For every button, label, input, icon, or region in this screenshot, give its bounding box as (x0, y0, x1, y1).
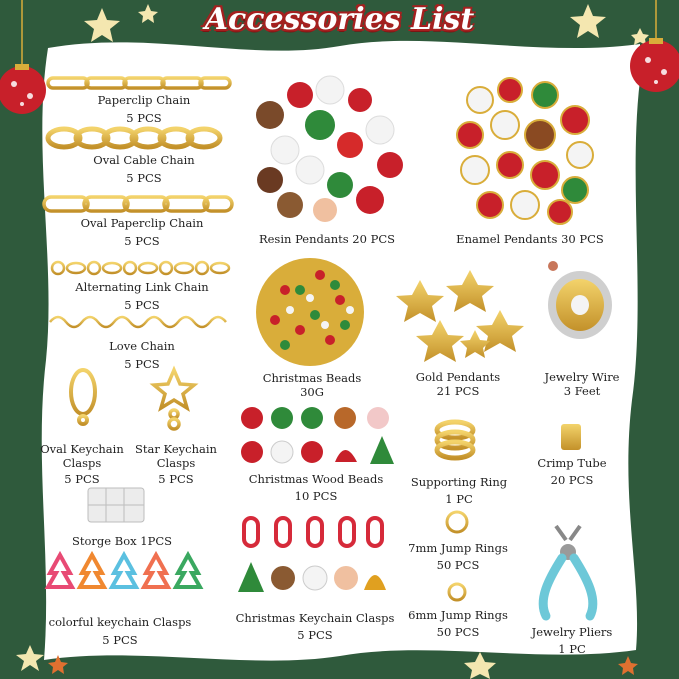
crimp-tube-label: Crimp Tube 20 PCS (537, 456, 607, 487)
love-chain-image (50, 317, 226, 327)
colorful-keychain-clasps-image (48, 555, 200, 587)
christmas-keychain-clasps-image (238, 518, 386, 592)
storage-box-label: Storge Box 1PCS (72, 534, 172, 548)
alternating-link-chain-label: Alternating Link Chain 5 PCS (75, 280, 209, 312)
resin-pendants-label: Resin Pendants 20 PCS (258, 232, 396, 246)
page-title: Accessories List (204, 2, 475, 37)
crimp-tube-image (561, 424, 581, 450)
paperclip-chain-label: Paperclip Chain 5 PCS (97, 93, 191, 125)
christmas-wood-beads-image (241, 407, 394, 464)
storage-box-image (88, 488, 144, 522)
star-keychain-clasp-image (154, 370, 194, 429)
supporting-ring-label: Supporting Ring 1 PC (410, 475, 508, 506)
oval-keychain-clasps-label: Oval Keychain Clasps 5 PCS (40, 442, 124, 486)
enamel-pendants-image (457, 78, 593, 224)
jewelry-wire-label: Jewelry Wire 3 Feet (544, 370, 620, 398)
oval-cable-chain-image (48, 129, 220, 147)
enamel-pendants-label: Enamel Pendants 30 PCS (456, 232, 604, 246)
resin-pendants-image (256, 76, 403, 222)
christmas-beads-label: Christmas Beads 30G (262, 371, 362, 399)
7mm-jump-ring-image (447, 512, 467, 532)
gold-pendants-image (396, 270, 524, 362)
oval-paperclip-chain-label: Oval Paperclip Chain 5 PCS (80, 216, 204, 248)
jewelry-pliers-image (543, 526, 593, 616)
jewelry-wire-image (548, 261, 612, 339)
supporting-ring-image (437, 422, 473, 458)
7mm-jump-rings-label: 7mm Jump Rings 50 PCS (408, 541, 508, 572)
christmas-beads-image (256, 258, 364, 366)
oval-cable-chain-label: Oval Cable Chain 5 PCS (93, 153, 195, 185)
6mm-jump-rings-label: 6mm Jump Rings 50 PCS (408, 608, 508, 639)
gold-pendants-label: Gold Pendants 21 PCS (415, 370, 501, 398)
star-keychain-clasps-label: Star Keychain Clasps 5 PCS (135, 442, 217, 486)
alternating-link-chain-image (52, 262, 229, 274)
6mm-jump-ring-image (449, 584, 465, 600)
oval-keychain-clasp-image (71, 370, 95, 424)
jewelry-pliers-label: Jewelry Pliers 1 PC (531, 625, 613, 656)
christmas-keychain-clasps-label: Christmas Keychain Clasps 5 PCS (235, 611, 395, 642)
oval-paperclip-chain-image (44, 197, 232, 211)
christmas-wood-beads-label: Christmas Wood Beads 10 PCS (248, 472, 384, 503)
paperclip-chain-image (48, 78, 230, 88)
colorful-keychain-clasps-label: colorful keychain Clasps 5 PCS (48, 615, 192, 647)
love-chain-label: Love Chain 5 PCS (109, 339, 175, 371)
